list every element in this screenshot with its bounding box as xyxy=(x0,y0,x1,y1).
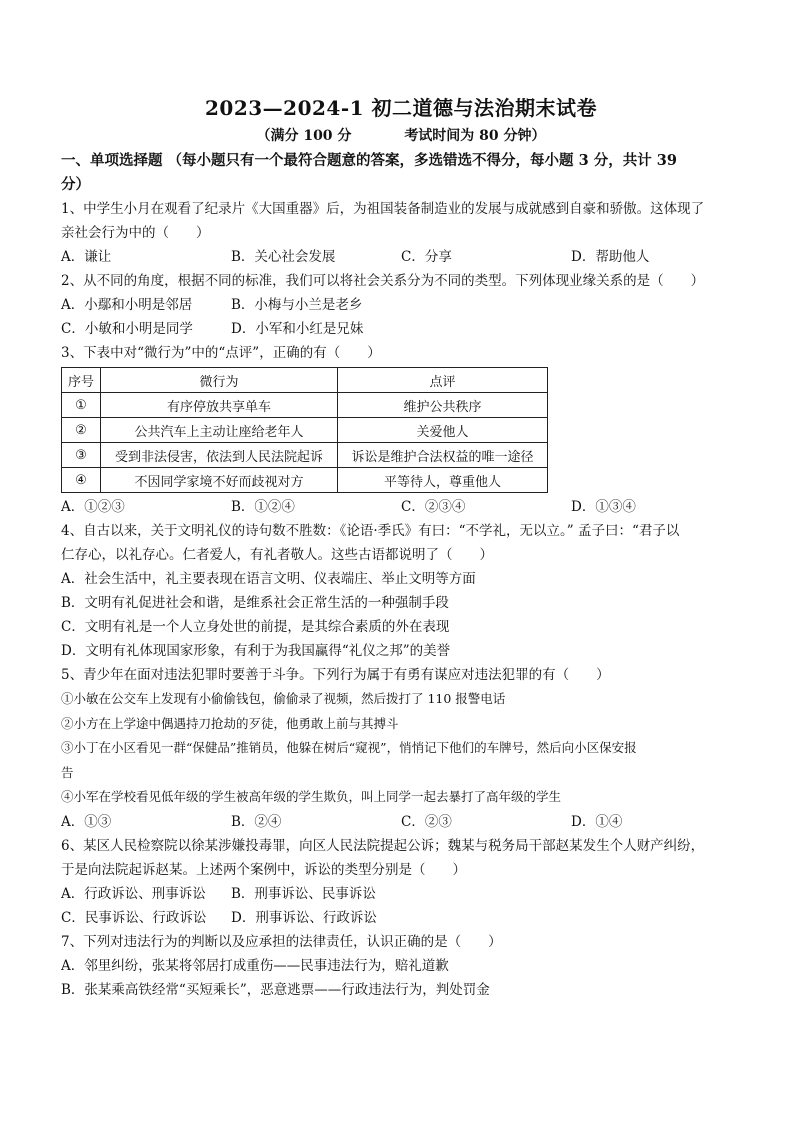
q2-stem: 2、从不同的角度，根据不同的标准，我们可以将社会关系分为不同的类型。下列体现业缘关系的是（ ） xyxy=(61,273,705,289)
q3-option-b: B．①②④ xyxy=(231,499,295,515)
q3-options xyxy=(61,495,741,519)
row-comment: 关爱他人 xyxy=(338,418,548,443)
q2-option-a: A．小鄢和小明是邻居 xyxy=(61,297,193,313)
q5-option-c: C．②③ xyxy=(401,813,452,830)
q7-stem: 7、下列对违法行为的判断以及应承担的法律责任，认识正确的是（ ） xyxy=(61,933,502,950)
row-index: ② xyxy=(62,418,101,443)
q4-option-a: A．社会生活中，礼主要表现在语言文明、仪表端庄、举止文明等方面 xyxy=(61,571,476,587)
table-header-row xyxy=(62,368,548,393)
q1-stem: 1、中学生小月在观看了纪录片《大国重器》后，为祖国装备制造业的发展与成就感到自豪和骄傲。这体现了 xyxy=(61,201,705,217)
header-comment: 点评 xyxy=(338,368,548,393)
table-row xyxy=(62,443,548,468)
q6-stem-cont: 于是向法院起诉赵某。上述两个案例中，诉讼的类型分别是（ ） xyxy=(61,861,466,878)
q1-option-a: A．谦让 xyxy=(61,249,112,265)
exam-time: 考试时间为 80 分钟） xyxy=(404,128,546,144)
exam-page xyxy=(61,92,741,1002)
header-index: 序号 xyxy=(62,368,101,393)
q4-option-b: B．文明有礼促进社会和谐，是维系社会正常生活的一种强制手段 xyxy=(61,595,449,611)
q3-table xyxy=(61,367,548,493)
row-behavior: 受到非法侵害，依法到人民法院起诉 xyxy=(101,443,338,468)
q5-option-d: D．①④ xyxy=(571,813,623,830)
q3-option-a: A．①②③ xyxy=(61,499,125,515)
q3-option-d: D．①③④ xyxy=(571,499,636,515)
q4-option-c: C．文明有礼是一个人立身处世的前提，是其综合素质的外在表现 xyxy=(61,619,450,635)
exam-title: 2023—2024-1 初二道德与法治期末试卷 xyxy=(204,96,597,120)
q3-option-c: C．②③④ xyxy=(401,499,466,515)
q6-stem: 6、某区人民检察院以徐某涉嫌投毒罪，向区人民法院提起公诉；魏某与税务局干部赵某发生个人财产纠纷， xyxy=(61,837,705,854)
q3-stem: 3、下表中对“微行为”中的“点评”，正确的有（ ） xyxy=(61,345,381,361)
row-behavior: 不因同学家境不好而歧视对方 xyxy=(101,468,338,493)
q4-option-d: D．文明有礼体现国家形象，有利于为我国赢得“礼仪之邦”的美誉 xyxy=(61,643,451,659)
row-index: ④ xyxy=(62,468,101,493)
q2-options-row2 xyxy=(61,317,741,341)
q6-options-row2 xyxy=(61,906,741,930)
header-behavior: 微行为 xyxy=(101,368,338,393)
q6-option-a: A．行政诉讼、刑事诉讼 xyxy=(61,885,206,902)
row-comment: 平等待人，尊重他人 xyxy=(338,468,548,493)
section-heading-cont: 分） xyxy=(61,176,90,193)
q5-option-a: A．①③ xyxy=(61,813,112,830)
q6-option-d: D．刑事诉讼、行政诉讼 xyxy=(231,909,377,926)
q7-option-a: A．邻里纠纷，张某将邻居打成重伤——民事违法行为，赔礼道歉 xyxy=(61,957,449,974)
q5-option-b: B．②④ xyxy=(231,813,282,830)
row-behavior: 有序停放共享单车 xyxy=(101,393,338,418)
q1-option-b: B．关心社会发展 xyxy=(231,249,336,265)
q6-option-b: B．刑事诉讼、民事诉讼 xyxy=(231,885,376,902)
row-behavior: 公共汽车上主动让座给老年人 xyxy=(101,418,338,443)
row-comment: 维护公共秩序 xyxy=(338,393,548,418)
section-heading: 一、单项选择题 （每小题只有一个最符合题意的答案，多选错选不得分，每小题 3 分，共计 39 xyxy=(61,152,677,169)
q4-stem: 4、自古以来，关于文明礼仪的诗句数不胜数：《论语·季氏》有曰：“不学礼，无以立。” 孟子曰：“君子以 xyxy=(61,523,680,539)
row-index: ③ xyxy=(62,443,101,468)
q6-options-row1 xyxy=(61,882,741,906)
row-index: ① xyxy=(62,393,101,418)
q4-stem-cont: 仁存心，以礼存心。仁者爱人，有礼者敬人。这些古语都说明了（ ） xyxy=(61,547,493,563)
q2-option-c: C．小敏和小明是同学 xyxy=(61,321,193,337)
q5-statement-3: ③小丁在小区看见一群“保健品”推销员，他躲在树后“窥视”，悄悄记下他们的车牌号，然后向小区保安报 xyxy=(61,740,637,755)
table-row xyxy=(62,468,548,493)
q5-statement-1: ①小敏在公交车上发现有小偷偷钱包，偷偷录了视频，然后拨打了 110 报警电话 xyxy=(61,691,506,706)
q1-stem-cont: 亲社会行为中的（ ） xyxy=(61,225,210,241)
q2-options-row1 xyxy=(61,293,741,317)
q5-stem: 5、青少年在面对违法犯罪时要善于斗争。下列行为属于有勇有谋应对违法犯罪的有（ ） xyxy=(61,667,610,683)
q7-option-b: B．张某乘高铁经常“买短乘长”，恶意逃票——行政违法行为，判处罚金 xyxy=(61,981,490,998)
q1-option-d: D．帮助他人 xyxy=(571,249,650,265)
exam-subtitle xyxy=(61,125,741,145)
table-row xyxy=(62,393,548,418)
q1-options xyxy=(61,245,741,269)
q2-option-d: D．小军和小红是兄妹 xyxy=(231,321,364,337)
row-comment: 诉讼是维护合法权益的唯一途径 xyxy=(338,443,548,468)
q5-statement-4: ④小军在学校看见低年级的学生被高年级的学生欺负，叫上同学一起去暴打了高年级的学生 xyxy=(61,789,562,804)
q1-option-c: C．分享 xyxy=(401,249,452,265)
q2-option-b: B．小梅与小兰是老乡 xyxy=(231,297,363,313)
table-row xyxy=(62,418,548,443)
q6-option-c: C．民事诉讼、行政诉讼 xyxy=(61,909,207,926)
q5-options xyxy=(61,810,741,834)
full-score: （满分 100 分 xyxy=(256,128,352,144)
q5-statement-3-cont: 告 xyxy=(61,764,74,780)
q5-statement-2: ②小方在上学途中偶遇持刀抢劫的歹徒，他勇敢上前与其搏斗 xyxy=(61,715,399,731)
